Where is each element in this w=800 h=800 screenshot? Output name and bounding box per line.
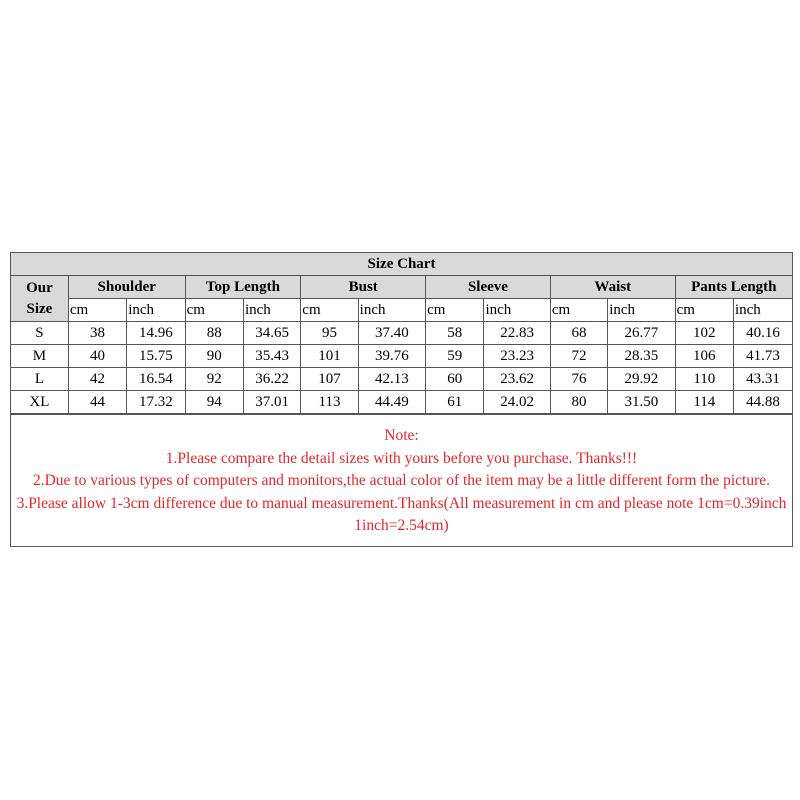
unit-cm: cm <box>68 299 126 322</box>
row-size: XL <box>11 391 68 414</box>
header-sleeve: Sleeve <box>426 276 551 299</box>
unit-cm: cm <box>550 299 607 322</box>
cell: 34.65 <box>243 322 300 345</box>
cell: 44.88 <box>733 391 792 414</box>
size-header <box>11 276 68 322</box>
cell: 101 <box>301 345 358 368</box>
unit-inch: inch <box>608 299 675 322</box>
cell: 37.40 <box>358 322 425 345</box>
cell: 17.32 <box>127 391 185 414</box>
cell: 37.01 <box>243 391 300 414</box>
cell: 31.50 <box>608 391 675 414</box>
notes-section <box>11 414 792 546</box>
size-chart <box>10 252 793 547</box>
cell: 61 <box>426 391 484 414</box>
unit-row <box>11 299 792 322</box>
note-line-2: 2.Due to various types of computers and monitors,the actual color of the item may be a little different form the picture. <box>32 472 771 489</box>
row-size: S <box>11 322 68 345</box>
cell: 24.02 <box>484 391 550 414</box>
cell: 72 <box>550 345 607 368</box>
cell: 44 <box>68 391 126 414</box>
cell: 106 <box>675 345 733 368</box>
header-bust: Bust <box>301 276 426 299</box>
cell: 92 <box>185 368 243 391</box>
table-row <box>11 322 792 345</box>
cell: 42 <box>68 368 126 391</box>
cell: 95 <box>301 322 358 345</box>
row-size: M <box>11 345 68 368</box>
chart-title: Size Chart <box>11 253 792 276</box>
unit-inch: inch <box>484 299 550 322</box>
cell: 68 <box>550 322 607 345</box>
unit-inch: inch <box>733 299 792 322</box>
header-shoulder: Shoulder <box>68 276 185 299</box>
unit-cm: cm <box>426 299 484 322</box>
note-line-3: 3.Please allow 1-3cm difference due to manual measurement.Thanks(All measurement in cm and please note 1cm=0.39inch 1inch=2.54cm) <box>16 494 787 534</box>
title-row <box>11 253 792 276</box>
cell: 107 <box>301 368 358 391</box>
cell: 90 <box>185 345 243 368</box>
cell: 29.92 <box>608 368 675 391</box>
notes-heading: Note: <box>384 427 419 444</box>
cell: 114 <box>675 391 733 414</box>
unit-cm: cm <box>675 299 733 322</box>
cell: 110 <box>675 368 733 391</box>
column-header-row <box>11 276 792 299</box>
cell: 39.76 <box>358 345 425 368</box>
cell: 36.22 <box>243 368 300 391</box>
cell: 14.96 <box>127 322 185 345</box>
unit-inch: inch <box>358 299 425 322</box>
size-table <box>11 253 792 414</box>
cell: 23.23 <box>484 345 550 368</box>
unit-cm: cm <box>185 299 243 322</box>
cell: 26.77 <box>608 322 675 345</box>
header-top-length: Top Length <box>185 276 301 299</box>
row-size: L <box>11 368 68 391</box>
unit-inch: inch <box>243 299 300 322</box>
cell: 102 <box>675 322 733 345</box>
cell: 41.73 <box>733 345 792 368</box>
cell: 60 <box>426 368 484 391</box>
cell: 16.54 <box>127 368 185 391</box>
table-row <box>11 345 792 368</box>
cell: 58 <box>426 322 484 345</box>
cell: 42.13 <box>358 368 425 391</box>
cell: 59 <box>426 345 484 368</box>
cell: 38 <box>68 322 126 345</box>
cell: 80 <box>550 391 607 414</box>
cell: 22.83 <box>484 322 550 345</box>
header-pants-length: Pants Length <box>675 276 792 299</box>
size-header-line1: Our <box>26 279 53 296</box>
cell: 40.16 <box>733 322 792 345</box>
cell: 40 <box>68 345 126 368</box>
cell: 43.31 <box>733 368 792 391</box>
cell: 113 <box>301 391 358 414</box>
cell: 35.43 <box>243 345 300 368</box>
note-line-1: 1.Please compare the detail sizes with yours before you purchase. Thanks!!! <box>165 449 638 467</box>
cell: 44.49 <box>358 391 425 414</box>
unit-inch: inch <box>127 299 185 322</box>
size-header-line2: Size <box>26 300 53 317</box>
cell: 15.75 <box>127 345 185 368</box>
cell: 23.62 <box>484 368 550 391</box>
table-row <box>11 391 792 414</box>
cell: 94 <box>185 391 243 414</box>
cell: 76 <box>550 368 607 391</box>
cell: 88 <box>185 322 243 345</box>
unit-cm: cm <box>301 299 358 322</box>
header-waist: Waist <box>550 276 675 299</box>
cell: 28.35 <box>608 345 675 368</box>
table-row <box>11 368 792 391</box>
